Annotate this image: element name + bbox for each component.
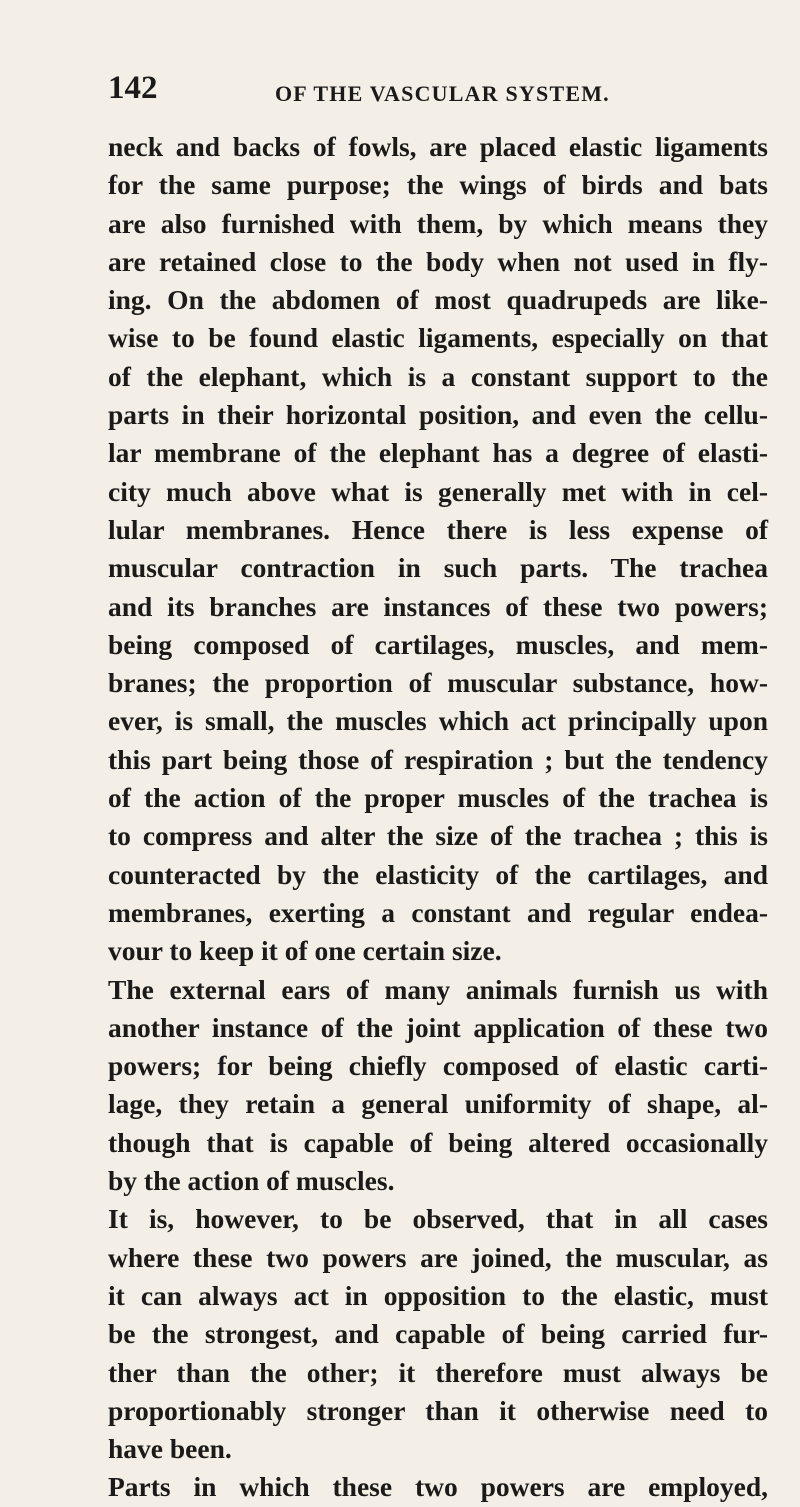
- text-line: muscular contraction in such parts. The trachea: [108, 552, 768, 584]
- text-line: powers; for being chiefly composed of elastic carti-: [108, 1050, 768, 1082]
- text-line: counteracted by the elasticity of the cartilages, and: [108, 858, 768, 890]
- text-line: branes; the proportion of muscular substance, how-: [108, 667, 768, 699]
- text-line: be the strongest, and capable of being carried fur-: [108, 1318, 768, 1350]
- text-line: are retained close to the body when not used in fly-: [108, 245, 768, 277]
- text-line: ever, is small, the muscles which act principally upon: [108, 705, 768, 737]
- text-line: proportionably stronger than it otherwise need to: [108, 1394, 768, 1426]
- text-line: this part being those of respiration ; but the tendency: [108, 743, 768, 775]
- text-line: and its branches are instances of these two powers;: [108, 590, 768, 622]
- text-line: another instance of the joint application of these two: [108, 1011, 768, 1043]
- text-line: membranes, exerting a constant and regular endea-: [108, 896, 768, 928]
- page-number: 142: [108, 70, 158, 106]
- text-line: for the same purpose; the wings of birds and bats: [108, 169, 768, 201]
- text-line: where these two powers are joined, the muscular, as: [108, 1241, 768, 1273]
- body-text: [108, 128, 768, 1507]
- text-line: parts in their horizontal position, and even the cellu-: [108, 399, 768, 431]
- text-line: neck and backs of fowls, are placed elastic ligaments: [108, 131, 768, 162]
- text-line: lular membranes. Hence there is less expense of: [108, 513, 768, 545]
- text-line: by the action of muscles.: [108, 1165, 395, 1197]
- text-line: it can always act in opposition to the elastic, must: [108, 1279, 768, 1311]
- text-line: Parts in which these two powers are employed,: [108, 1471, 768, 1503]
- text-line: are also furnished with them, by which means they: [108, 207, 768, 239]
- text-line: of the action of the proper muscles of the trachea is: [108, 782, 768, 814]
- running-title: OF THE VASCULAR SYSTEM.: [275, 81, 610, 106]
- text-line: to compress and alter the size of the trachea ; this is: [108, 820, 768, 852]
- text-line: vour to keep it of one certain size.: [108, 935, 502, 967]
- page-header: [108, 70, 720, 114]
- text-line: lar membrane of the elephant has a degree of elasti-: [108, 437, 768, 469]
- text-line: of the elephant, which is a constant support to the: [108, 360, 768, 392]
- text-line: lage, they retain a general uniformity of shape, al-: [108, 1088, 768, 1120]
- text-line: wise to be found elastic ligaments, especially on that: [108, 322, 768, 354]
- text-line: though that is capable of being altered occasionally: [108, 1126, 768, 1158]
- text-line: ther than the other; it therefore must always be: [108, 1356, 768, 1388]
- text-line: ing. On the abdomen of most quadrupeds are like-: [108, 284, 768, 316]
- text-line: The external ears of many animals furnish us with: [108, 973, 768, 1005]
- text-line: city much above what is generally met with in cel-: [108, 475, 768, 507]
- text-line: have been.: [108, 1433, 232, 1465]
- text-line: It is, however, to be observed, that in all cases: [108, 1203, 768, 1235]
- text-line: being composed of cartilages, muscles, and mem-: [108, 628, 768, 660]
